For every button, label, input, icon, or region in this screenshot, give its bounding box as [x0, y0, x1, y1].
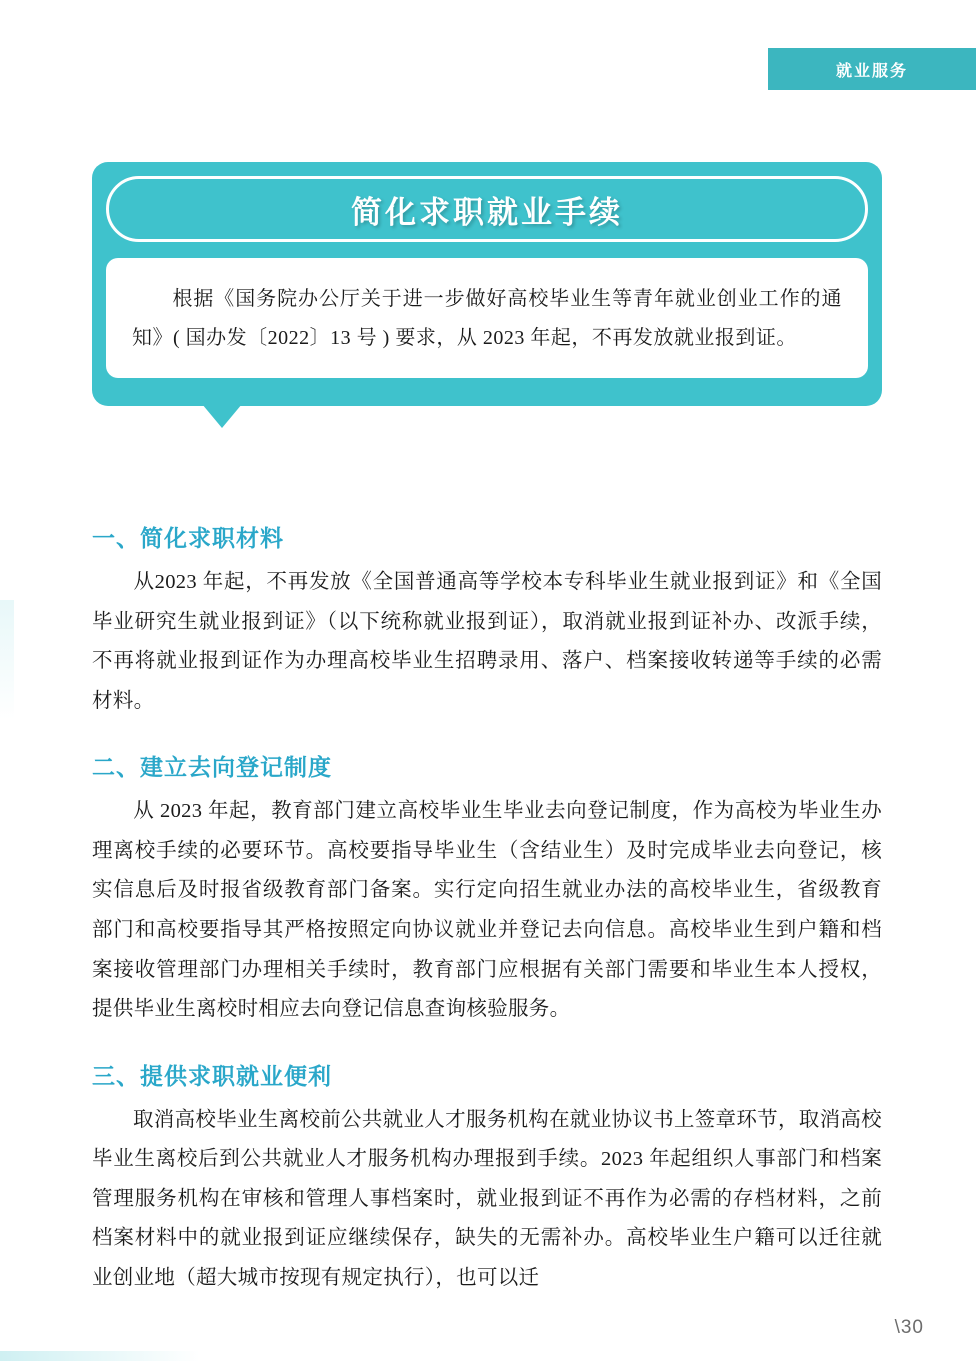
header-section-tab [768, 48, 976, 90]
section-heading-3: 三、提供求职就业便利 [92, 1062, 332, 1089]
callout-inner [92, 162, 882, 406]
article-content [92, 520, 882, 1298]
edge-decoration [0, 600, 14, 720]
callout-pointer [202, 404, 242, 428]
callout-title: 简化求职就业手续 [106, 176, 868, 242]
header-section-tab-label: 就业服务 [835, 62, 908, 80]
section-paragraph-2-text: 从 2023 年起，教育部门建立高校毕业生毕业去向登记制度，作为高校为毕业生办理离校手续的必要环节。高校要指导毕业生（含结业生）及时完成毕业去向登记，核实信息后及时报省级教育部门备案。实行定向招生就业办法的高校毕业生，省级教育部门和高校要指导其严格按照定向协议就业并登记去向信息。高校毕业生到户籍和档案接收管理部门办理相关手续时，教育部门应根据有关部门需要和毕业生本人授权，提供毕业生离校时相应去向登记信息查询核验服务。 [92, 800, 882, 1021]
page-number: \30 [894, 1317, 924, 1338]
section-paragraph-3 [92, 1101, 882, 1299]
section-paragraph-1-text: 从2023 年起，不再发放《全国普通高等学校本专科毕业生就业报到证》和《全国毕业研究生就业报到证》（以下统称就业报到证），取消就业报到证补办、改派手续，不再将就业报到证作为办理高校毕业生招聘录用、落户、档案接收转递等手续的必需材料。 [92, 571, 882, 712]
section-heading-2: 二、建立去向登记制度 [92, 754, 332, 781]
section-paragraph-1 [92, 563, 882, 721]
callout-box [92, 162, 882, 406]
callout-body [106, 258, 868, 378]
section-heading-1: 一、简化求职材料 [92, 525, 284, 551]
callout-body-text: 根据《国务院办公厅关于进一步做好高校毕业生等青年就业创业工作的通知》( 国办发〔2022〕13 号 ) 要求，从 2023 年起，不再发放就业报到证。 [132, 288, 842, 349]
bottom-decoration [0, 1351, 200, 1361]
section-paragraph-3-text: 取消高校毕业生离校前公共就业人才服务机构在就业协议书上签章环节，取消高校毕业生离校后到公共就业人才服务机构办理报到手续。2023 年起组织人事部门和档案管理服务机构在审核和管理人事档案时，就业报到证不再作为必需的存档材料，之前档案材料中的就业报到证应继续保存，缺失的无需补办。高校毕业生户籍可以迁往就业创业地（超大城市按现有规定执行），也可以迁 [92, 1108, 882, 1289]
section-paragraph-2 [92, 792, 882, 1029]
